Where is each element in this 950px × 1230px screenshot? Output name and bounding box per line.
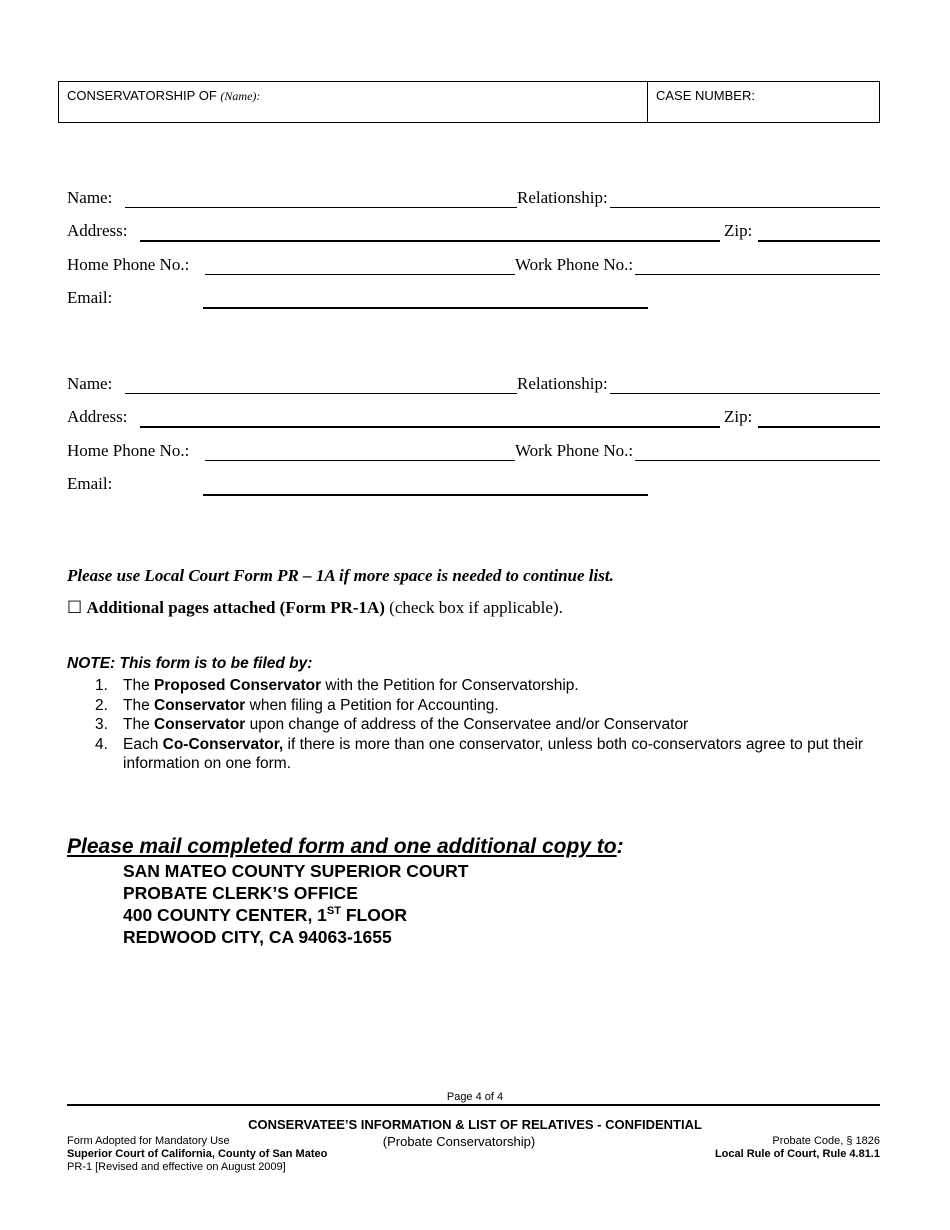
footer-left-2: Superior Court of California, County of San Mateo bbox=[67, 1148, 328, 1160]
note-item-1: 1. The Proposed Conservator with the Petition for Conservatorship. bbox=[95, 677, 579, 694]
home-phone-label: Home Phone No.: bbox=[67, 255, 190, 274]
form-title: CONSERVATEE’S INFORMATION & LIST OF RELATIVES - CONFIDENTIAL bbox=[248, 1117, 702, 1132]
additional-pages-checkbox[interactable]: ☐ bbox=[67, 598, 83, 618]
home-phone-label: Home Phone No.: bbox=[67, 441, 190, 460]
note-list bbox=[95, 676, 885, 774]
email-input-line[interactable] bbox=[203, 307, 648, 309]
form-subtitle: (Probate Conservatorship) bbox=[382, 1134, 536, 1149]
city-state-zip: REDWOOD CITY, CA 94063-1655 bbox=[123, 927, 392, 947]
footer-left-3: PR-1 [Revised and effective on August 2009] bbox=[67, 1161, 286, 1173]
clerk-office: PROBATE CLERK’S OFFICE bbox=[123, 883, 358, 903]
address-label: Address: bbox=[67, 221, 128, 240]
note-title: NOTE: This form is to be filed by: bbox=[67, 655, 313, 672]
work-phone-label: Work Phone No.: bbox=[515, 255, 634, 274]
name-input-line[interactable] bbox=[125, 207, 880, 208]
header-divider bbox=[647, 82, 648, 122]
address-input-line[interactable] bbox=[140, 426, 720, 428]
page-number: Page 4 of 4 bbox=[446, 1091, 504, 1103]
zip-label: Zip: bbox=[724, 221, 753, 240]
zip-input-line[interactable] bbox=[758, 240, 880, 242]
address-label: Address: bbox=[67, 407, 128, 426]
relationship-label: Relationship: bbox=[517, 188, 608, 207]
conservatorship-name-hint: (Name): bbox=[220, 89, 261, 103]
conservatorship-of-label: CONSERVATORSHIP OF (Name): bbox=[67, 88, 261, 103]
email-label: Email: bbox=[67, 474, 113, 493]
continue-list-note: Please use Local Court Form PR – 1A if more space is needed to continue list. bbox=[67, 566, 614, 585]
footer-right-2: Local Rule of Court, Rule 4.81.1 bbox=[714, 1148, 880, 1160]
additional-pages-label: Additional pages attached (Form PR-1A) bbox=[86, 598, 385, 617]
footer-right-1: Probate Code, § 1826 bbox=[772, 1135, 880, 1147]
zip-input-line[interactable] bbox=[758, 426, 880, 428]
case-header-box bbox=[58, 81, 880, 123]
footer-left-1: Form Adopted for Mandatory Use bbox=[67, 1135, 230, 1147]
email-label: Email: bbox=[67, 288, 113, 307]
address-input-line[interactable] bbox=[140, 240, 720, 242]
relationship-label: Relationship: bbox=[517, 374, 608, 393]
work-phone-label: Work Phone No.: bbox=[515, 441, 634, 460]
note-item-3: 3. The Conservator upon change of address of the Conservatee and/or Conservator bbox=[95, 716, 689, 733]
name-input-line[interactable] bbox=[125, 393, 880, 394]
mail-heading: Please mail completed form and one additional copy to: bbox=[67, 835, 624, 858]
footer-rule bbox=[67, 1104, 880, 1106]
name-label: Name: bbox=[67, 374, 113, 393]
email-input-line[interactable] bbox=[203, 494, 648, 496]
street-address: 400 COUNTY CENTER, 1ST FLOOR bbox=[123, 905, 408, 925]
case-number-label: CASE NUMBER: bbox=[656, 88, 755, 103]
note-item-2: 2. The Conservator when filing a Petition for Accounting. bbox=[95, 696, 499, 714]
name-label: Name: bbox=[67, 188, 113, 207]
additional-pages-row bbox=[67, 598, 563, 618]
additional-pages-hint: (check box if applicable). bbox=[384, 598, 563, 617]
note-item-4: 4. Each Co-Conservator, if there is more than one conservator, unless both co-conservators agree to put their information on one form. bbox=[95, 735, 864, 772]
court-name: SAN MATEO COUNTY SUPERIOR COURT bbox=[123, 861, 469, 881]
zip-label: Zip: bbox=[724, 407, 753, 426]
